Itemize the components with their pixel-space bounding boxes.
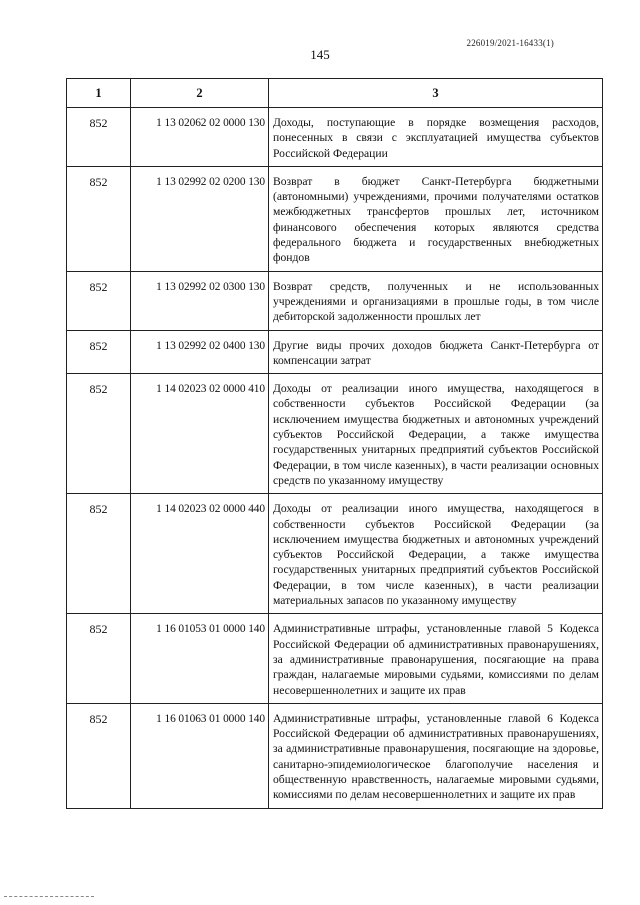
description-cell: Административные штрафы, установленные главой 5 Кодекса Российской Федерации об административных правонарушениях, за административные правонарушения, посягающие на права граждан, налагаемые мировыми судьями, комиссиями по делам несовершеннолетних и защите их прав — [269, 614, 603, 703]
description-cell: Доходы от реализации иного имущества, находящегося в собственности субъектов Российской Федерации (за исключением имущества бюджетных и автономных учреждений субъектов Российской Федерации, а также имущества государственных унитарных предприятий субъектов Российской Федерации, в том числе казенных), в части реализации основных средств по указанному имуществу — [269, 374, 603, 494]
kbk-code-cell: 1 16 01063 01 0000 140 — [131, 703, 269, 808]
kbk-code-cell: 1 13 02062 02 0000 130 — [131, 108, 269, 167]
admin-code-cell: 852 — [67, 374, 131, 494]
admin-code-cell: 852 — [67, 614, 131, 703]
kbk-code-cell: 1 14 02023 02 0000 410 — [131, 374, 269, 494]
description-cell: Доходы, поступающие в порядке возмещения расходов, понесенных в связи с эксплуатацией имущества субъектов Российской Федерации — [269, 108, 603, 167]
column-header-3: 3 — [269, 79, 603, 108]
table-row — [67, 494, 603, 614]
table-row — [67, 108, 603, 167]
admin-code-cell: 852 — [67, 703, 131, 808]
admin-code-cell: 852 — [67, 108, 131, 167]
table-row — [67, 374, 603, 494]
scan-edge-divider — [4, 896, 94, 897]
column-header-1: 1 — [67, 79, 131, 108]
column-header-2: 2 — [131, 79, 269, 108]
kbk-code-cell: 1 13 02992 02 0200 130 — [131, 166, 269, 271]
admin-code-cell: 852 — [67, 166, 131, 271]
table-row — [67, 166, 603, 271]
admin-code-cell: 852 — [67, 494, 131, 614]
admin-code-cell: 852 — [67, 330, 131, 374]
table-row — [67, 271, 603, 330]
table-row — [67, 330, 603, 374]
table-row — [67, 614, 603, 703]
page-number: 145 — [310, 47, 330, 62]
budget-classification-table — [66, 78, 603, 809]
kbk-code-cell: 1 13 02992 02 0300 130 — [131, 271, 269, 330]
table-header-row — [67, 79, 603, 108]
description-cell: Административные штрафы, установленные главой 6 Кодекса Российской Федерации об административных правонарушениях, за административные правонарушения, посягающие на здоровье, санитарно-эпидемиологическое благополучие населения и общественную нравственность, налагаемые мировыми судьями, комиссиями по делам несовершеннолетних и защите их прав — [269, 703, 603, 808]
admin-code-cell: 852 — [67, 271, 131, 330]
kbk-code-cell: 1 14 02023 02 0000 440 — [131, 494, 269, 614]
document-id: 226019/2021-16433(1) — [466, 38, 554, 48]
description-cell: Возврат в бюджет Санкт-Петербурга бюджетными (автономными) учреждениями, прочими получателями остатков межбюджетных трансфертов прошлых лет, источником финансового обеспечения которых являются средства федерального бюджета и государственных внебюджетных фондов — [269, 166, 603, 271]
kbk-code-cell: 1 13 02992 02 0400 130 — [131, 330, 269, 374]
table-row — [67, 703, 603, 808]
kbk-code-cell: 1 16 01053 01 0000 140 — [131, 614, 269, 703]
description-cell: Доходы от реализации иного имущества, находящегося в собственности субъектов Российской Федерации (за исключением имущества бюджетных и автономных учреждений субъектов Российской Федерации, а также имущества государственных унитарных предприятий субъектов Российской Федерации, в том числе казенных), в части реализации материальных запасов по указанному имуществу — [269, 494, 603, 614]
description-cell: Другие виды прочих доходов бюджета Санкт-Петербурга от компенсации затрат — [269, 330, 603, 374]
description-cell: Возврат средств, полученных и не использованных учреждениями и организациями в прошлые годы, в том числе дебиторской задолженности прошлых лет — [269, 271, 603, 330]
